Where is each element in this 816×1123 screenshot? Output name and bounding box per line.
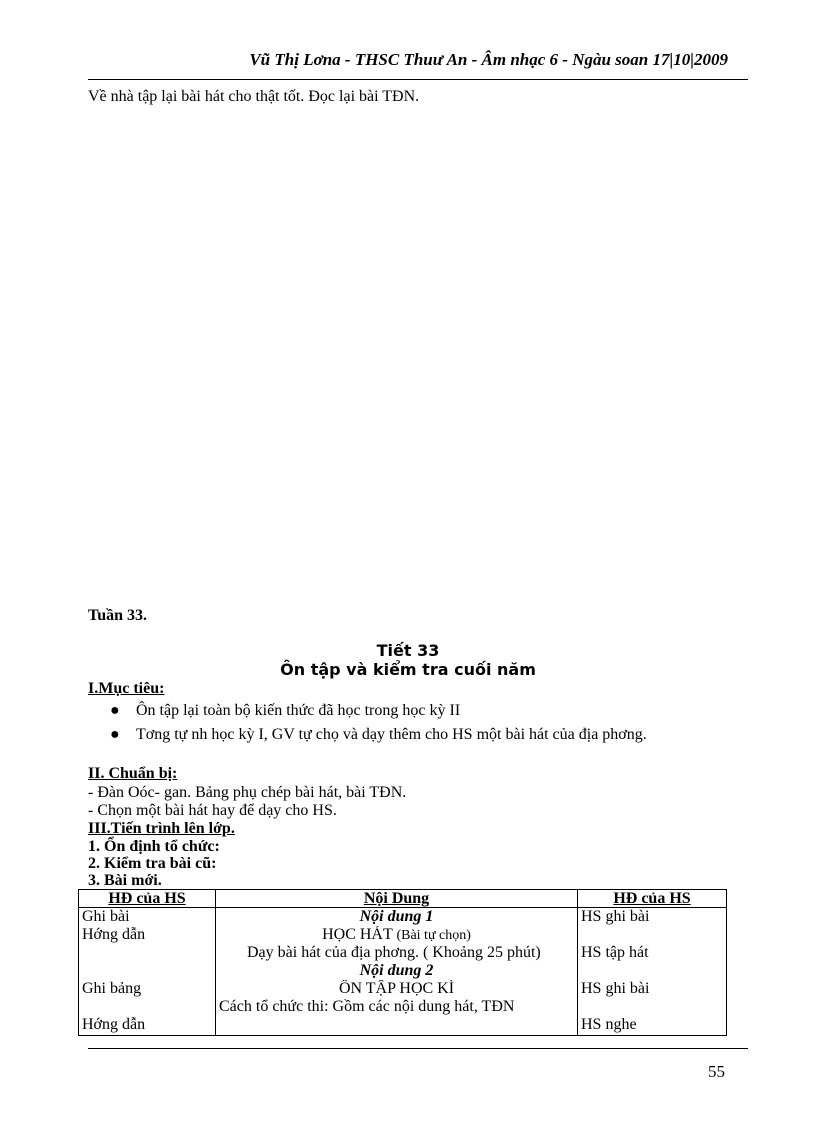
column-header: HĐ của HS	[79, 890, 216, 908]
lesson-title: Ôn tập và kiểm tra cuối năm	[280, 660, 536, 679]
preparation-item: - Chọn một bài hát hay để dạy cho HS.	[88, 802, 337, 819]
header-rule	[88, 79, 748, 80]
column-header: HĐ của HS	[578, 890, 727, 908]
procedure-step: 1. Ổn định tổ chức:	[88, 838, 220, 855]
table-header-row	[79, 890, 727, 908]
bullet-icon: ●	[110, 702, 120, 719]
page-number: 55	[708, 1062, 725, 1081]
list-item: ● Tơng tự nh học kỳ I, GV tự chọ và dạy thêm cho HS một bài hát của địa phơng.	[110, 726, 647, 743]
procedure-step: 3. Bài mới.	[88, 872, 162, 889]
preparation-heading: II. Chuẩn bị:	[88, 765, 178, 782]
objectives-heading: I.Mục tiêu:	[88, 680, 165, 697]
running-header: Vũ Thị Lơna - THSC Thuư An - Âm nhạc 6 - Ngàu soan 17|10|2009	[249, 50, 728, 69]
homework-note: Về nhà tập lại bài hát cho thật tốt. Đọc lại bài TĐN.	[88, 88, 420, 105]
content-1-subtitle: HỌC HÁT (Bài tự chọn)	[322, 926, 471, 943]
footer-rule	[88, 1048, 748, 1049]
content-2-title: Nội dung 2	[359, 962, 434, 979]
week-label: Tuần 33.	[88, 607, 147, 624]
content-2-subtitle: ÔN TẬP HỌC KÌ	[338, 980, 455, 997]
procedure-step: 2. Kiểm tra bài cũ:	[88, 855, 217, 872]
objectives-list	[110, 702, 710, 750]
list-item: ● Ôn tập lại toàn bộ kiến thức đã học trong học kỳ II	[110, 702, 461, 719]
bullet-icon: ●	[110, 726, 120, 743]
teacher-activity-cell: Ghi bài Hớng dẫn Ghi bảng Hớng dẫn	[79, 908, 216, 1036]
content-1-text: Dạy bài hát của địa phơng. ( Khoảng 25 phút)	[247, 944, 541, 961]
column-header: Nội Dung	[216, 890, 578, 908]
preparation-item: - Đàn Oóc- gan. Bảng phụ chép bài hát, bài TĐN.	[88, 784, 407, 801]
procedure-heading: III.Tiến trình lên lớp.	[88, 820, 235, 837]
table-row	[79, 908, 727, 1036]
lesson-number: Tiết 33	[376, 641, 440, 660]
content-2-text: Cách tổ chức thi: Gồm các nội dung hát, TĐN	[219, 998, 515, 1015]
content-1-title: Nội dung 1	[359, 908, 434, 925]
lesson-plan-table	[78, 889, 727, 1036]
content-cell	[216, 908, 578, 1036]
student-activity-cell: HS ghi bài HS tập hát HS ghi bài HS nghe	[578, 908, 727, 1036]
